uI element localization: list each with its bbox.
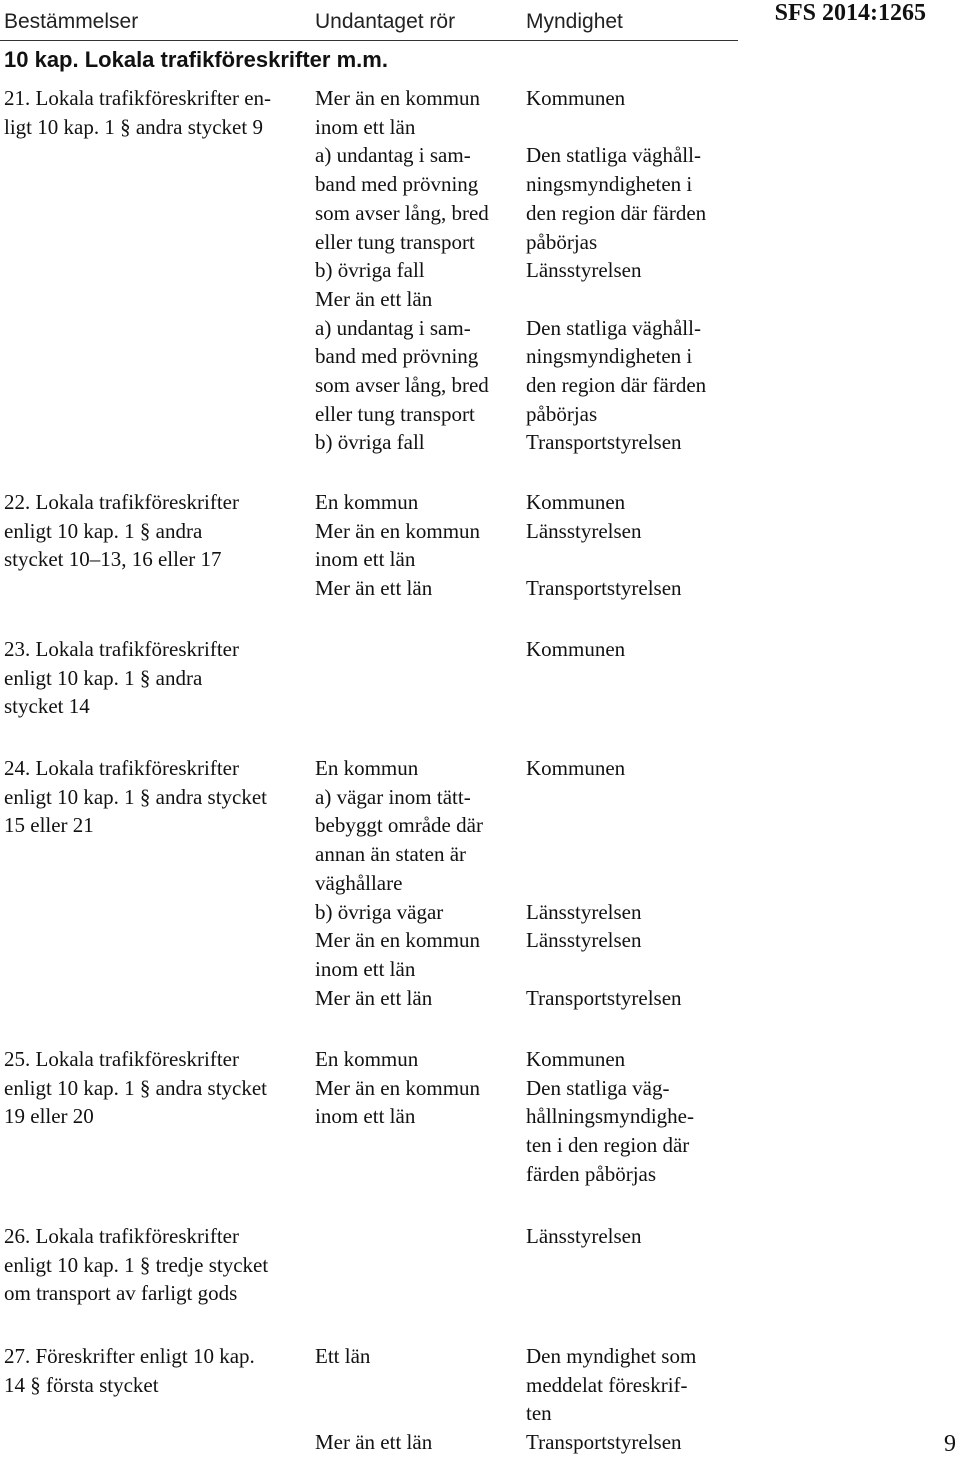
chapter-title: 10 kap. Lokala trafikföreskrifter m.m.: [4, 47, 388, 72]
row-22-c1-line: enligt 10 kap. 1 § andra: [4, 518, 203, 543]
header-myndighet: Myndighet: [526, 10, 623, 33]
row-26-c1-line: 26. Lokala trafikföreskrifter: [4, 1224, 239, 1248]
row-24-c3-line: Länsstyrelsen: [526, 899, 642, 924]
row-21-c2-line: band med prövning: [315, 344, 479, 369]
row-24-c3-line: Transportstyrelsen: [526, 985, 682, 1010]
row-25-c3-line: Den statliga väg-: [526, 1075, 670, 1100]
row-21-c3-line: Kommunen: [526, 86, 626, 110]
row-24-c2-line: En kommun: [315, 756, 419, 780]
row-27-c1-line: 14 § första stycket: [4, 1372, 159, 1397]
header-bestammelser: Bestämmelser: [4, 10, 139, 33]
row-21-c3-line: ningsmyndigheten i: [526, 172, 693, 197]
row-25-c3-line: färden påbörjas: [526, 1161, 657, 1186]
row-21-c3-line: Den statliga väghåll-: [526, 143, 701, 168]
row-21-c2-line: b) övriga fall: [315, 430, 425, 455]
page-number: 9: [944, 1431, 956, 1457]
row-26-c1-line: om transport av farligt gods: [4, 1281, 238, 1306]
row-22-c1-line: 22. Lokala trafikföreskrifter: [4, 490, 239, 514]
row-22-c2-line: En kommun: [315, 490, 419, 514]
row-25-c2-line: Mer än en kommun: [315, 1075, 481, 1100]
row-22-c3-line: Transportstyrelsen: [526, 576, 682, 601]
row-24-c2-line: inom ett län: [315, 956, 416, 981]
row-27-c3-line: Transportstyrelsen: [526, 1430, 682, 1455]
row-24-c1-line: 24. Lokala trafikföreskrifter: [4, 756, 239, 780]
row-21-c3-line: den region där färden: [526, 200, 707, 225]
row-21-c2-line: eller tung transport: [315, 229, 475, 254]
row-25-c3-line: Kommunen: [526, 1047, 626, 1071]
row-21-c2-line: som avser lång, bred: [315, 373, 489, 397]
row-21-c2-line: Mer än ett län: [315, 286, 433, 311]
row-21-c2-line: som avser lång, bred: [315, 200, 489, 225]
row-24-c2-line: b) övriga vägar: [315, 899, 444, 924]
row-23-c3-line: Kommunen: [526, 637, 626, 661]
row-22-c2-line: inom ett län: [315, 547, 416, 572]
row-24-c2-line: väghållare: [315, 870, 403, 895]
row-21-c3-line: Den statliga väghåll-: [526, 315, 701, 340]
row-27-c2-line: Ett län: [315, 1344, 371, 1368]
row-25-c1-line: 25. Lokala trafikföreskrifter: [4, 1047, 239, 1071]
row-25-c3-line: hållningsmyndighe-: [526, 1104, 694, 1129]
header-undantaget: Undantaget rör: [315, 10, 456, 33]
row-21-c2-line: inom ett län: [315, 114, 416, 139]
row-27-c2-line: Mer än ett län: [315, 1430, 433, 1455]
row-24-c1-line: enligt 10 kap. 1 § andra stycket: [4, 784, 268, 809]
row-24-c2-line: bebyggt område där: [315, 813, 483, 838]
row-24-c3-line: Länsstyrelsen: [526, 928, 642, 953]
row-22-c3-line: Länsstyrelsen: [526, 518, 642, 543]
row-25-c1-line: 19 eller 20: [4, 1104, 94, 1129]
row-25-c2-line: En kommun: [315, 1047, 419, 1071]
row-21-c2-line: a) undantag i sam-: [315, 143, 471, 168]
row-22-c3-line: Kommunen: [526, 490, 626, 514]
row-27-c3-line: ten: [526, 1401, 552, 1426]
row-27-c1-line: 27. Föreskrifter enligt 10 kap.: [4, 1344, 255, 1368]
row-23-c1-line: 23. Lokala trafikföreskrifter: [4, 637, 239, 661]
row-25-c2-line: inom ett län: [315, 1104, 416, 1129]
row-21-c3-line: ningsmyndigheten i: [526, 344, 693, 369]
row-23-c1-line: enligt 10 kap. 1 § andra: [4, 665, 203, 690]
row-24-c3-line: Kommunen: [526, 756, 626, 780]
row-24-c2-line: Mer än ett län: [315, 985, 433, 1010]
row-23-c1-line: stycket 14: [4, 694, 90, 719]
row-21-c3-line: Transportstyrelsen: [526, 430, 682, 455]
row-21-c3-line: påbörjas: [526, 229, 598, 254]
row-22-c2-line: Mer än ett län: [315, 576, 433, 601]
row-21-c1-line: ligt 10 kap. 1 § andra stycket 9: [4, 114, 263, 139]
row-21-c2-line: band med prövning: [315, 172, 479, 197]
row-27-c3-line: Den myndighet som: [526, 1344, 697, 1368]
header-rule: [0, 40, 738, 41]
row-24-c2-line: annan än staten är: [315, 842, 467, 867]
row-21-c2-line: Mer än en kommun: [315, 86, 481, 110]
row-24-c2-line: a) vägar inom tätt-: [315, 784, 471, 809]
row-21-c1-line: 21. Lokala trafikföreskrifter en-: [4, 86, 272, 110]
row-22-c2-line: Mer än en kommun: [315, 518, 481, 543]
row-24-c2-line: Mer än en kommun: [315, 928, 481, 953]
sfs-number: SFS 2014:1265: [774, 0, 926, 26]
row-21-c3-line: påbörjas: [526, 401, 598, 426]
row-21-c2-line: b) övriga fall: [315, 258, 425, 283]
row-25-c3-line: ten i den region där: [526, 1133, 690, 1158]
row-21-c2-line: a) undantag i sam-: [315, 315, 471, 340]
row-24-c1-line: 15 eller 21: [4, 813, 94, 838]
row-22-c1-line: stycket 10–13, 16 eller 17: [4, 547, 222, 572]
row-21-c2-line: eller tung transport: [315, 401, 475, 426]
row-25-c1-line: enligt 10 kap. 1 § andra stycket: [4, 1075, 268, 1100]
row-26-c3-line: Länsstyrelsen: [526, 1224, 642, 1248]
row-27-c3-line: meddelat föreskrif-: [526, 1372, 688, 1397]
row-21-c3-line: Länsstyrelsen: [526, 258, 642, 283]
row-21-c3-line: den region där färden: [526, 373, 707, 397]
row-26-c1-line: enligt 10 kap. 1 § tredje stycket: [4, 1252, 269, 1277]
